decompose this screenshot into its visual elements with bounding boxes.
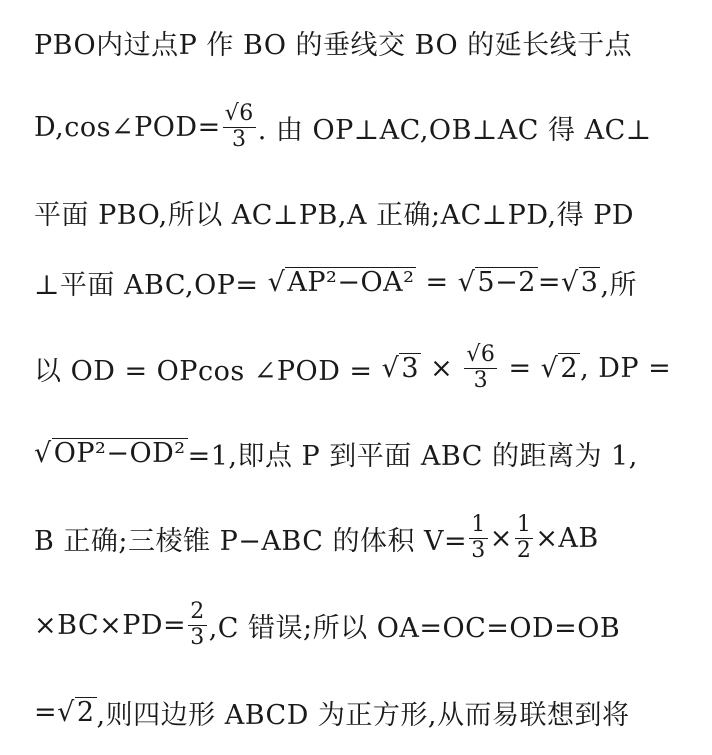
sqrt-expression: √ 2 <box>540 352 579 384</box>
text-line-5 <box>34 338 690 398</box>
fraction-denominator: 3 <box>471 537 486 563</box>
line-4-part-c: = <box>537 266 562 298</box>
fraction-numerator: 1 <box>516 512 532 538</box>
line-9-part-a: = <box>34 696 58 728</box>
fraction-denominator: 3 <box>231 126 247 152</box>
fraction-denominator: 3 <box>473 367 489 393</box>
line-8-part-b: ,C 错误;所以 OA=OC=OD=OB <box>208 612 621 644</box>
fraction-numerator: √6 <box>224 101 254 127</box>
line-3-text: 平面 PBO,所以 AC⊥PB,A 正确;AC⊥PD,得 PD <box>34 199 635 231</box>
line-4-part-b: = <box>416 266 458 298</box>
text-line-6 <box>34 423 690 483</box>
radicand: 5−2 <box>477 266 536 298</box>
text-line-4 <box>34 252 690 312</box>
line-7-part-a: B 正确;三棱锥 P−ABC 的体积 V= <box>34 525 468 557</box>
line-1-text: PBO内过点P 作 BO 的垂线交 BO 的延长线于点 <box>34 29 633 61</box>
sqrt-expression: √ 2 <box>57 696 95 728</box>
fraction <box>469 513 488 562</box>
line-9-part-b: ,则四边形 ABCD 为正方形,从而易联想到将 <box>96 699 630 731</box>
fraction <box>515 513 534 562</box>
fraction <box>188 600 207 649</box>
radicand: AP²−OA² <box>287 266 415 298</box>
fraction-numerator: √6 <box>466 342 496 368</box>
text-line-8 <box>34 595 690 655</box>
sqrt-expression: √ 3 <box>381 352 420 384</box>
sqrt-expression: √ 3 <box>561 266 599 298</box>
text-line-2 <box>34 97 690 157</box>
line-5-part-c: = <box>499 352 541 384</box>
line-6-part-a: =1,即点 P 到平面 ABC 的距离为 1, <box>187 440 638 472</box>
line-5-part-d: , DP = <box>580 352 672 384</box>
fraction-numerator: 2 <box>190 599 205 625</box>
text-line-7 <box>34 508 690 568</box>
line-4-part-d: ,所 <box>600 269 638 301</box>
line-2-part-b: . 由 OP⊥AC,OB⊥AC 得 AC⊥ <box>257 114 652 146</box>
radicand: 3 <box>401 352 420 384</box>
sqrt-expression: √ OP²−OD² <box>34 437 186 469</box>
line-4-part-a: ⊥平面 ABC,OP= <box>34 269 268 301</box>
radicand: OP²−OD² <box>53 437 186 469</box>
fraction-denominator: 3 <box>190 624 205 650</box>
sqrt-expression: √ AP²−OA² <box>267 266 415 298</box>
line-5-part-a: 以 OD = OPcos ∠POD = <box>34 355 382 387</box>
line-2-part-a: D,cos∠POD= <box>34 111 221 143</box>
line-7-part-c: ×AB <box>535 522 599 554</box>
fraction <box>223 102 256 151</box>
text-line-1 <box>34 12 690 72</box>
text-line-9 <box>34 682 690 742</box>
fraction <box>464 343 497 392</box>
fraction-denominator: 2 <box>516 537 532 563</box>
radicand: 2 <box>560 352 579 384</box>
radicand: 2 <box>76 696 95 728</box>
line-5-part-b: × <box>421 352 463 384</box>
line-7-part-b: × <box>489 522 513 554</box>
line-8-part-a: ×BC×PD= <box>34 609 187 641</box>
text-line-3 <box>34 182 690 242</box>
sqrt-expression: √ 5−2 <box>457 266 536 298</box>
radicand: 3 <box>580 266 599 298</box>
fraction-numerator: 1 <box>471 512 486 538</box>
